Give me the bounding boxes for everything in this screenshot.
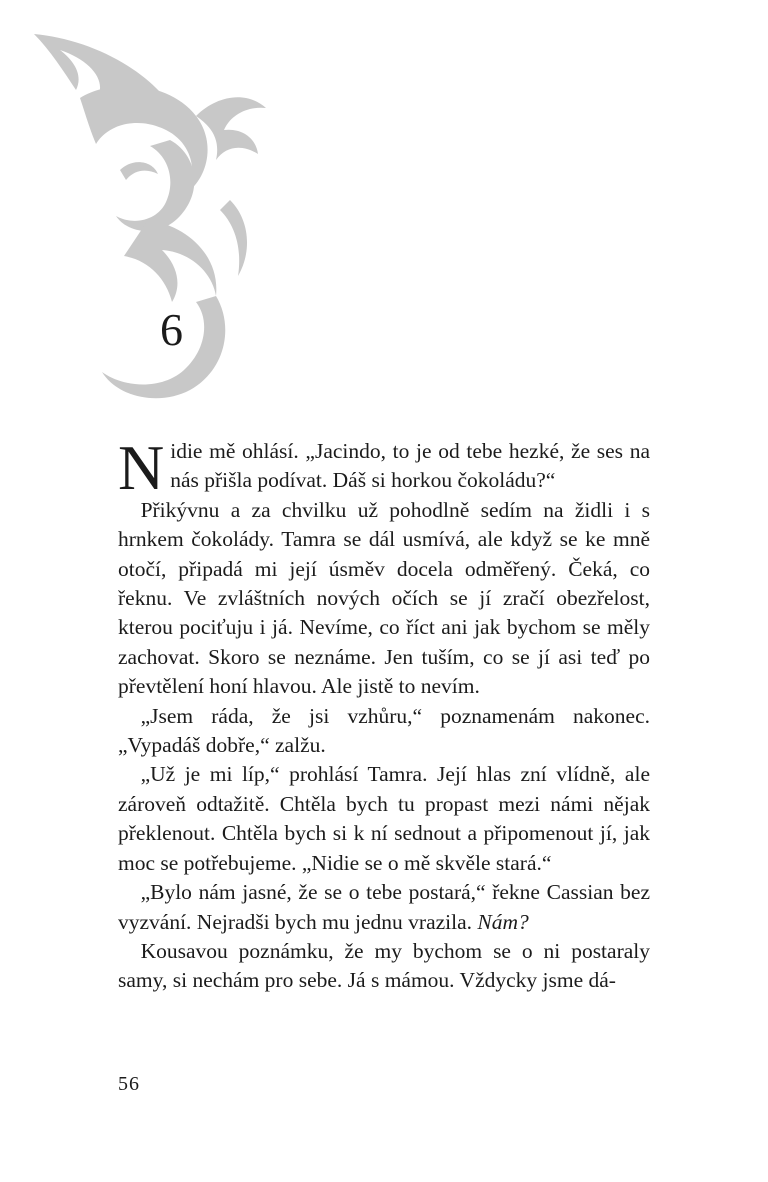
paragraph-text: „Bylo nám jasné, že se o tebe postará,“ řekne Cassian bez vyzvání. Nejradši bych mu jednu vrazila. (118, 880, 650, 934)
drop-cap: N (118, 432, 165, 503)
paragraph: Kousavou poznámku, že my bychom se o ni postaraly samy, si nechám pro sebe. Já s mámou. Vždycky jsme dá- (118, 938, 650, 993)
paragraph: „Jsem ráda, že jsi vzhůru,“ poznamenám nakonec. „Vypadáš dobře,“ zalžu. (118, 703, 650, 758)
paragraph: „Už je mi líp,“ prohlásí Tamra. Její hlas zní vlídně, ale zároveň odtažitě. Chtěla bych tu propast mezi námi nějak překlenout. Chtěla bych si k ní sednout a připomenout jí, jak moc se potřebujeme. „Nidie se o mě skvěle stará.“ (118, 762, 650, 875)
paragraph: Přikývnu a za chvilku už pohodlně sedím na židli i s hrnkem čokolády. Tamra se dál usmívá, ale když se ke mně otočí, připadá mi její úsměv docela odměřený. Čeká, co řeknu. Ve zvláštních nových očích se jí zračí obezřelost, kterou pociťuju i já. Nevíme, co říct ani jak bychom se měly zachovat. Skoro se neznáme. Jen tuším, co se jí asi teď po převtělení honí hlavou. Ale jistě to nevím. (118, 497, 650, 699)
paragraph (118, 432, 650, 503)
dragon-flourish-icon (20, 20, 280, 400)
paragraph (118, 878, 650, 937)
chapter-number: 6 (160, 304, 183, 355)
paragraph-text: idie mě ohlásí. „Jacindo, to je od tebe hezké, že ses na nás přišla podívat. Dáš si horkou čokoládu?“ (170, 439, 650, 493)
chapter-text (118, 432, 650, 996)
emphasis: Nám? (477, 909, 529, 934)
page-number: 56 (118, 1073, 140, 1095)
